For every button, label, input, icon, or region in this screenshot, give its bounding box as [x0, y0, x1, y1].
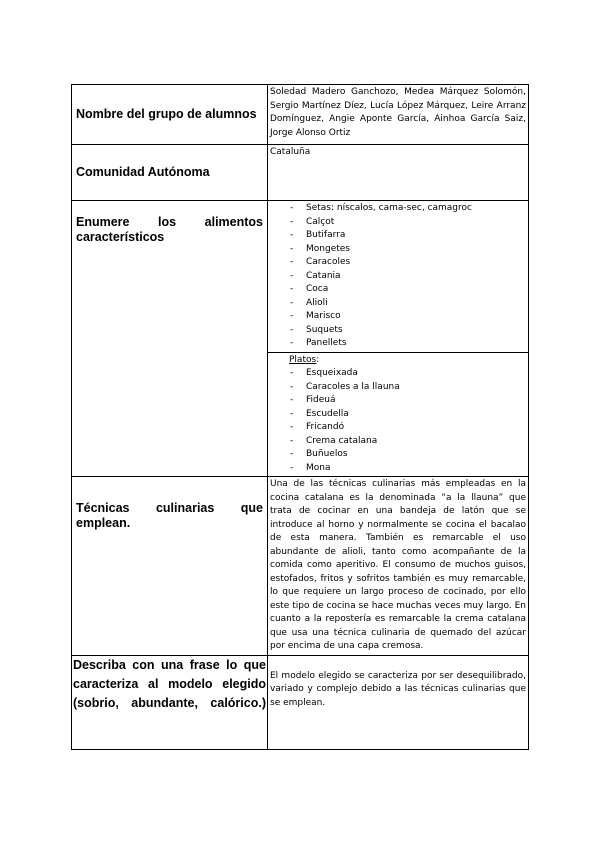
value-tecnicas: Una de las técnicas culinarias más empleadas en la cocina catalana es la denominada “a la llauna” que trata de cocinar en una bandeja de latón que se introduce al horno y normalmente se cocina el bacalao de esta manera. También es remarcable el uso abundante de alioli, tanto como acompañante de la comida como aperitivo. El consumo de muchos guisos, estofados, fritos y sofritos también es muy remarcable, lo que requiere un largo proceso de cocinado, por ello este tipo de cocina se hace muchas veces muy largo. En cuanto a la repostería es remarcable la crema catalana que usa una técnica culinaria de quemado del azúcar por encima de una capa cremosa.: [268, 477, 529, 656]
row-alimentos: [72, 201, 529, 353]
list-item: - Butifarra: [290, 229, 526, 243]
list-item: - Coca: [290, 283, 526, 297]
label-grupo-cell: [72, 85, 268, 145]
row-grupo: [72, 85, 529, 145]
list-item: - Caracoles a la llauna: [290, 381, 526, 395]
list-item: - Mona: [290, 462, 526, 476]
list-item: - Setas: níscalos, cama-sec, camagroc: [290, 202, 526, 216]
list-item: - Buñuelos: [290, 448, 526, 462]
list-item: - Panellets: [290, 337, 526, 351]
value-comunidad: Cataluña: [268, 145, 529, 201]
list-item: - Marisco: [290, 310, 526, 324]
label-tecnicas: Técnicas culinarias que emplean.: [76, 501, 263, 530]
label-modelo-cell: [72, 655, 268, 749]
list-item: - Fricandó: [290, 421, 526, 435]
row-tecnicas: [72, 477, 529, 656]
row-modelo: [72, 655, 529, 749]
label-alimentos: Enumere los alimentos característicos: [76, 215, 263, 244]
list-item: - Mongetes: [290, 243, 526, 257]
list-item: - Calçot: [290, 216, 526, 230]
label-comunidad: Comunidad Autónoma: [76, 165, 210, 179]
label-alimentos-cell: [72, 201, 268, 477]
list-item: - Alioli: [290, 297, 526, 311]
list-item: - Fideuá: [290, 394, 526, 408]
list-item: - Suquets: [290, 324, 526, 338]
label-modelo: Describa con una frase lo que caracteriza al modelo elegido (sobrio, abundante, calórico.): [73, 657, 266, 710]
platos-label: Platos: [289, 354, 317, 365]
value-alimentos: [268, 201, 529, 353]
label-grupo: Nombre del grupo de alumnos: [76, 107, 257, 121]
student-form-table: [71, 84, 529, 750]
list-item: - Catania: [290, 270, 526, 284]
list-item: - Caracoles: [290, 256, 526, 270]
list-item: - Escudella: [290, 408, 526, 422]
list-item: - Crema catalana: [290, 435, 526, 449]
value-platos: [268, 352, 529, 477]
label-tecnicas-cell: [72, 477, 268, 656]
list-item: - Esqueixada: [290, 367, 526, 381]
row-comunidad: [72, 145, 529, 201]
value-grupo: Soledad Madero Ganchozo, Medea Márquez Solomón, Sergio Martínez Díez, Lucía López Márquez, Leire Arranz Domínguez, Angie Aponte García, Ainhoa García Saiz, Jorge Alonso Ortiz: [268, 85, 529, 145]
platos-header: Platos:: [289, 354, 320, 365]
alimentos-list: [270, 202, 526, 351]
label-comunidad-cell: [72, 145, 268, 201]
value-modelo: El modelo elegido se caracteriza por ser desequilibrado, variado y complejo debido a las técnicas culinarias que se emplean.: [268, 655, 529, 749]
platos-list: [270, 367, 526, 475]
